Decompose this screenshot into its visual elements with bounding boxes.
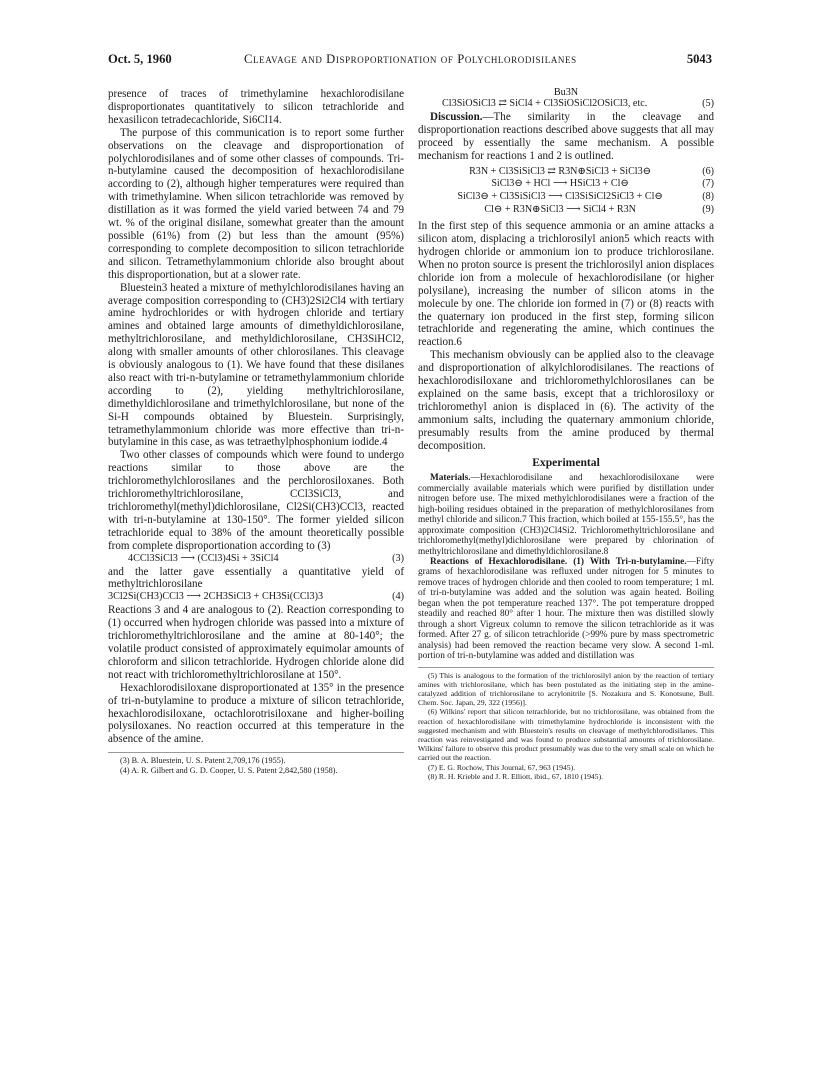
equation-8 [418,191,714,204]
equation-text: Cl3SiOSiCl3 ⇄ SiCl4 + Cl3SiOSiCl2OSiCl3, etc. [442,98,648,109]
paragraph: In the first step of this sequence ammonia or an amine attacks a silicon atom, displacing a trichlorosilyl anion5 which reacts with hydrogen chloride or ammonium ion to produce trichlorosilane. When no proton source is present the trichlorosilyl anion displaces chloride ion from a molecule of hexachlorodisilane (or higher polysilane), increasing the number of silicon atoms in the molecule by one. The chloride ion formed in (7) or (8) reacts with the quaternary ion produced in the first step, forming silicon tetrachloride and regenerating the amine, which continues the reaction.6 [418,220,714,349]
paragraph: The purpose of this communication is to report some further observations on the cleavage and disproportionation of polychlorodisilanes and of some other classes of compounds. Tri-n-butylamine caused the decomposition of hexachlorodisilane according to (2), although higher temperatures were required than with trimethylamine. When silicon tetrachloride was removed by distillation as it was formed the yield varied between 74 and 79 wt. % of the original disilane, somewhat greater than the amount possible (61%) from (2) but less than the amount (95%) corresponding to complete decomposition to silicon tetrachloride and silicon. Tetramethylammonium chloride also brought about this disproportionation, but at a slower rate. [108,126,404,281]
equation-number: (6) [702,165,714,177]
equation-5 [418,98,714,111]
page-header [108,52,712,72]
equation-text: 4CCl3SiCl3 ⟶ (CCl3)4Si + 3SiCl4 [128,552,279,564]
equation-number: (4) [392,591,404,603]
equation-6 [418,166,714,179]
equation-number: (7) [702,178,714,190]
equation-number: (3) [392,552,404,564]
discussion-text: —The similarity in the cleavage and disproportionation reactions described above suggests that all may proceed by essentially the same mechanism. A possible mechanism for reactions 1 and 2 is outlined. [418,110,714,162]
section-heading-experimental: Experimental [532,456,600,470]
equation-text: SiCl3⊖ + Cl3SiSiCl3 ⟶ Cl3SiSiCl2SiCl3 + Cl⊖ [457,191,663,203]
equation-number: (8) [702,191,714,203]
equation-text: R3N + Cl3SiSiCl3 ⇄ R3N⊕SiCl3 + SiCl3⊖ [469,165,652,177]
left-column [108,88,404,775]
reactions-text: —Fifty grams of hexachlorodisilane was refluxed under nitrogen for 5 minutes to remove traces of hydrogen chloride and then cooled to room temperature; 1 ml. of tri-n-butylamine was added and the solution was again heated. Boiling began when the pot temperature reached 137°. The pot temperature dropped steadily and reached 80° after 1 hour. The mixture then was distilled slowly through a short Vigreux column to remove the silicon tetrachloride as it was formed. After 27 g. of silicon tetrachloride (>99% pure by mass spectrometric analysis) had been removed the reaction became very slow. A second 1-ml. portion of tri-n-butylamine was added and distillation was [418,557,714,662]
reactions-heading: Reactions of Hexachlorodisilane. (1) With Tri-n-butylamine. [430,557,687,567]
discussion-paragraph [418,111,714,163]
page-number: 5043 [686,52,712,66]
reactions-paragraph [418,557,714,662]
paragraph: Two other classes of compounds which were found to undergo reactions similar to those above are the trichloromethylchlorosilanes and the perchlorosiloxanes. Both trichloromethyltrichlorosilane, CCl3SiCl3, and trichloromethyl(methyl)dichlorosilane, Cl2Si(CH3)CCl3, reacted with tri-n-butylamine at 130-150°. The former yielded silicon tetrachloride equal to 38% of the amount theoretically possible from complete disproportionation according to (3) [108,449,404,552]
materials-heading: Materials. [430,473,471,484]
paragraph: Bluestein3 heated a mixture of methylchlorodisilanes having an average composition corresponding to (CH3)2Si2Cl4 with tertiary amine hydrochlorides or with hydrogen chloride and tertiary amines and obtained large amounts of dimethyldichlorosilane, methyltrichlorosilane, and methyldichlorosilane, CH3SiHCl2, along with smaller amounts of other chlorosilanes. This cleavage is obviously analogous to (1). We have found that these disilanes also react with tri-n-butylamine or tetramethylammonium chloride according to (2), yielding methyltrichlorosilane, dimethyldichlorosilane and trimethylchlorosilane, but none of the Si-H compounds obtained by Bluestein. Surprisingly, tetramethylammonium chloride was more effective than tri-n-butylamine in this case, as was tetraethylphosphonium iodide.4 [108,281,404,449]
paragraph: This mechanism obviously can be applied also to the cleavage and disproportionation of alkylchlorodisilanes. The reactions of hexachlorodisiloxane and trichloromethylchlorosilanes can be explained on the same basis, except that a trichlorosiloxy or trichloromethyl anion is displaced in (6). The activity of the ammonium salts, including the quaternary ammonium chloride, presumably results from the amine produced by thermal decomposition. [418,349,714,452]
materials-paragraph [418,473,714,557]
mechanism-equations [418,166,714,218]
right-column [418,88,714,781]
journal-date: Oct. 5, 1960 [108,52,172,66]
equation-number: (5) [702,98,714,109]
paragraph: Hexachlorodisiloxane disproportionated at 135° in the presence of tri-n-butylamine to produce a mixture of silicon tetrachloride, hexachlorodisiloxane, octachlorotrisiloxane and higher-boiling polysiloxanes. No reaction occurred at this temperature in the absence of the amine. [108,681,404,746]
footnote: (7) E. G. Rochow, This Journal, 67, 963 (1945). [428,762,576,772]
footnote: (6) Wilkins' report that silicon tetrachloride, but no trichlorosilane, was obtained from the reaction of hexachlorodisilane with trimethylamine hydrochloride is inconsistent with the suggested mechanism and with Bluestein's results on cleavage of methylchlorodisilanes. This reaction was reinvestigated and was found to produce substantial amounts of trichlorosilane. Wilkins' failure to observe this product presumably was due to the very small scale on which he carried out the reaction. [418,707,714,763]
running-title: Cleavage and Disproportionation of Polychlorodisilanes [244,52,577,66]
reference: (4) A. R. Gilbert and G. D. Cooper, U. S. Patent 2,842,580 (1958). [120,765,338,775]
equation-3 [108,553,404,566]
equation-5-catalyst: Bu3N [553,87,579,98]
equation-4 [108,591,404,604]
footnote: (5) This is analogous to the formation of the trichlorosilyl anion by the reaction of tertiary amines with trichlorosilane, which has been postulated as the initiating step in the amine-catalyzed addition of trichlorosilane to acrylonitrile [S. Nozakura and S. Konotsune, Bull. Chem. Soc. Japan, 29, 322 (1956)]. [418,670,714,708]
equation-number: (9) [702,204,714,216]
footnotes [418,667,714,781]
equation-text: Cl⊖ + R3N⊕SiCl3 ⟶ SiCl4 + R3N [484,204,636,216]
discussion-heading: Discussion. [430,110,483,123]
paragraph: and the latter gave essentially a quantitative yield of methyltrichlorosilane [108,565,404,591]
equation-text: 3Cl2Si(CH3)CCl3 ⟶ 2CH3SiCl3 + CH3Si(CCl3)3 [108,591,324,603]
references [108,752,404,775]
materials-text: —Hexachlorodisilane and hexachlorodisiloxane were commercially available materials which were purified by distillation under nitrogen before use. The mixed methylchlorodisilanes were a fraction of the high-boiling residues obtained in the preparation of methylchlorosilanes from methyl chloride and silicon.7 This fraction, which boiled at 155-155.5°, has the approximate composition (CH3)2Cl4Si2. Trichloromethyltrichlorosilane and trichloromethyl(methyl)dichlorosilane were prepared by chlorination of methyltrichlorosilane and dimethyldichlorosilane.8 [418,473,714,557]
equation-7 [418,178,714,191]
paragraph: presence of traces of trimethylamine hexachlorodisilane disproportionates quantitatively to silicon tetrachloride and hexasilicon tetradecachloride, Si6Cl14. [108,88,404,126]
reference: (3) B. A. Bluestein, U. S. Patent 2,709,176 (1955). [120,756,286,766]
equation-text: SiCl3⊖ + HCl ⟶ HSiCl3 + Cl⊖ [491,178,629,190]
paragraph: Reactions 3 and 4 are analogous to (2). Reaction corresponding to (1) occurred when hydrogen chloride was passed into a mixture of trichloromethyltrichlorosilane and the amine at 80-140°; the volatile product consisted of approximately equimolar amounts of chloroform and silicon tetrachloride. Hydrogen chloride alone did not react with trichloromethyltrichlorosilane at 150°. [108,604,404,681]
equation-9 [418,204,714,217]
footnote: (8) R. H. Krieble and J. R. Elliott, ibid., 67, 1810 (1945). [428,771,604,781]
